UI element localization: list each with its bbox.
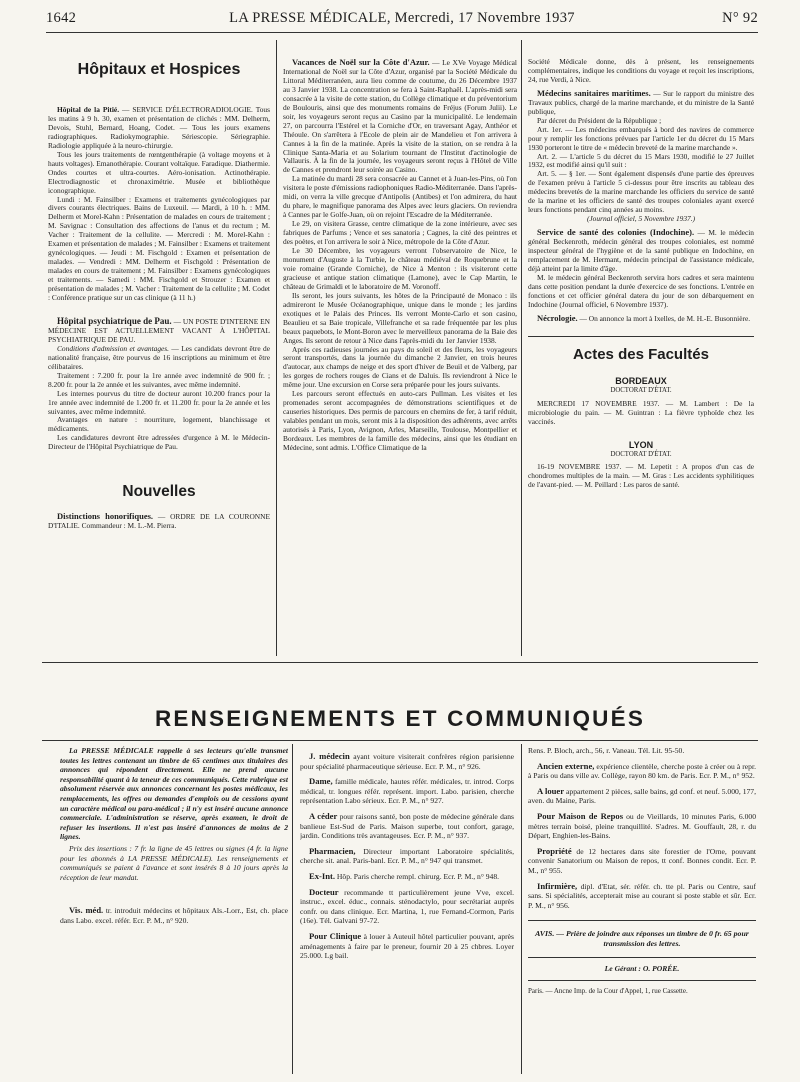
paragraph: MERCREDI 17 NOVEMBRE 1937. — M. Lambert : De la microbiologie du pain. — M. Guintran : La fièvre typhoïde chez les vaccinés. — [528, 398, 754, 426]
paragraph: Art. 1er. — Les médecins embarqués à bord des navires de commerce pour y remplir les fonctions prévues par l'article 1er du décret du 15 Mars 1930 porteront le titre de « médecin breveté de la marine marchande ». — [528, 124, 754, 152]
column-annonces-3 — [528, 746, 756, 1076]
ad-heading: Pour Clinique — [309, 930, 362, 941]
ad-text: appartement 2 pièces, salle bains, gd conf. et neuf. 5.000, 177, aven. du Maine, Paris. — [528, 786, 756, 806]
column-vacances — [283, 58, 517, 654]
article-necrologie: Nécrologie. — On annonce la mort à Ixelles, de M. H.-E. Busonnière. — [537, 312, 751, 323]
ad-text: pour raisons santé, bon poste de médecine générale dans banlieue Est-Sud de Paris. Maison superbe, tout confort, garage, jardin. Conditions très avantageuses. Ecr. P. M., n° 937. — [300, 811, 514, 841]
page-header — [46, 10, 758, 30]
ad-heading: J. médecin — [309, 751, 350, 761]
ad-text: Directeur important Laboratoire spécialités, cherche sit. anal. Paris-banl. Ecr. P. M., n° 947 qui transmet. — [300, 846, 514, 866]
ad-heading: Pharmacien, — [309, 845, 356, 856]
column-hopitaux — [48, 40, 270, 652]
ad-text: dipl. d'Etat, sér. référ. ch. tte pl. Paris ou Centre, sauf sans. Si spécialités, accepterait mise au courant si poste stable et sûr. Ecr. P. M., n° 956. — [528, 881, 756, 910]
paragraph: Les parcours seront effectués en auto-cars Pullman. Les visites et les promenades seront accompagnées de démonstrations scientifiques et de causeries historiques. Des permis de parcours en chemins de fer, à tarif réduit, valables pendant un mois, seront mis à la disposition des adhérents, avec arrêts autorisés à Paris, Lyon, Avignon, Arles, Marseille, Toulouse, Montpellier et Bordeaux. Les membres de la famille des médecins, ainsi que les étudiant en Médecine, sont admis. L'Office Climatique de la — [283, 389, 517, 452]
notice-intro: La PRESSE MÉDICALE rappelle à ses lecteurs qu'elle transmet toutes les lettres contenant un timbre de 65 centimes aux titulaires des annonces qui répondent directement. Elle ne prend aucune responsabilité quant à la teneur de ces communiqués. Cette rubrique est absolument réservée aux annonces concernant les postes médicaux, les remplacements, les offres ou demandes d'emplois ou de cessions ayant un caractère médical ou para-médical ; il n'y est inséré aucune annonce commerciale. L'administration se réserve, après examen, le droit de refuser les insertions. Il n'est pas inséré d'annonces de moins de 2 lignes. — [60, 746, 288, 842]
paragraph: La matinée du mardi 28 sera consacrée au Cannet et à Juan-les-Pins, où l'on visitera le poste d'émissions radiophoniques Radio-Méditerranée. Dans l'après-midi, on verra la ville grecque d'Antipolis (Antibes) et l'on admirera, du haut du phare, le magnifique panorama des Alpes avec leurs glaciers. On reviendra à Cannes par le Golfe-Juan, où on rejoint l'Escadre de la Méditerranée. — [283, 174, 517, 220]
gerant-line: Le Gérant : O. PORÉE. — [604, 964, 680, 974]
article-sante-colonies: Service de santé des colonies (Indochine). — M. le médecin général Beckenroth, médecin général des troupes coloniales, est nommé inspecteur général de l'hygiène et de la santé publique en Indochine, en remplacement de M. Hermant, médecin principal de l'assistance médicale, déjà atteint par la limite d'âge. — [528, 227, 754, 273]
paragraph: Rens. P. Bloch, arch., 56, r. Vaneau. Tél. Lit. 95-50. — [528, 746, 685, 755]
classified-ad — [300, 932, 514, 961]
doctorat-label: DOCTORAT D'ÉTAT. — [610, 386, 672, 394]
ad-heading: Infirmière, — [537, 880, 578, 891]
ad-heading: A louer — [537, 785, 565, 796]
ad-heading: Pour Maison de Repos — [537, 810, 624, 821]
ad-text: recommande tt particulièrement jeune Vve, excel. instruc., excel. éduc., connais. sténodactylo, pour secrétariat auprès confr. ou dans clinique. Ecr. Martina, 1, rue Fernand-Cormon, Paris (16e). Tél. Galvani 97-72. — [300, 887, 514, 926]
imprint-line: Paris. — Ancne Imp. de la Cour d'Appel, 1, rue Cassette. — [528, 986, 688, 995]
paragraph: Le 29, on visitera Grasse, centre climatique de la zone intérieure, avec ses fabriques de Parfums ; Vence et ses sanatoria ; Cagnes, la cité des peintres et des poètes, et l'on arrivera le soir à Nice, métropole de la Côte d'Azur. — [283, 219, 517, 247]
paragraph: Conditions d'admission et avantages. — Les candidats devront être de nationalité française, être pourvus de 16 inscriptions au minimum et être célibataires. — [48, 343, 270, 371]
paragraph: Les candidatures devront être adressées d'urgence à M. le Médecin-Directeur de l'Hôpital Psychiatrique de Pau. — [48, 433, 270, 452]
paragraph: 16-19 NOVEMBRE 1937. — M. Lepetit : A propos d'un cas de chondromes multiples de la main. — M. Gras : Les accidents syphilitiques de l'avant-pied. — M. Peillard : Les paros de santé. — [528, 462, 754, 490]
ad-heading: A céder — [309, 810, 338, 821]
issue-number: N° 92 — [722, 10, 758, 26]
ad-text: à louer à Auteuil hôtel particulier pouvant, après aménagements à faire par le preneur, fournir 20 à 25 chbres. Loyer 25.000. Lg bail. — [300, 931, 514, 961]
article-pau: Hôpital psychiatrique de Pau. — UN POSTE D'INTERNE EN MÉDECINE EST ACTUELLEMENT VACANT À L'HÔPITAL PSYCHIATRIQUE DE PAU. — [48, 315, 270, 344]
classified-ad — [300, 812, 514, 841]
notice-avis: AVIS. — Prière de joindre aux réponses un timbre de 0 fr. 65 pour transmission des lettres. — [535, 929, 749, 949]
article-distinctions: Distinctions honorifiques. — ORDRE DE LA COURONNE D'ITALIE. Commandeur : M. L.-M. Pierra. — [48, 511, 270, 531]
paragraph: Art. 2. — L'article 5 du décret du 15 Mars 1930, modifié le 27 Juillet 1932, est modifié ainsi qu'il suit : — [528, 151, 754, 170]
column-medecins — [528, 58, 754, 658]
journal-title: LA PRESSE MÉDICALE, Mercredi, 17 Novembre 1937 — [229, 10, 575, 26]
ad-heading: Ancien externe, — [537, 760, 595, 771]
paragraph: (Journal officiel, 5 Novembre 1937.) — [586, 214, 696, 224]
classified-ad — [300, 872, 514, 882]
section-rule — [42, 662, 758, 663]
classified-ad — [300, 752, 514, 771]
ad-text: ayant voiture visiterait confrères région parisienne pour spécialité pharmaceutique sérieuse. Ecr. P. M., n° 926. — [300, 752, 514, 771]
paragraph: Traitement : 7.200 fr. pour la 1re année avec indemnité de 900 fr. ; 8.200 fr. pour la 2e année et les suivantes, avec même indemnité. — [48, 370, 270, 389]
column-annonces-2 — [300, 746, 514, 1066]
header-rule — [46, 32, 758, 33]
article-pitie: Hôpital de la Pitié. — SERVICE D'ÉLECTRORADIOLOGIE. Tous les matins à 9 h. 30, examen et présentation de clichés : MM. Delherm, Devois, Stuhl, Bernard, Hoang, Codet. — Tous les jours examens radiographiques. Radiokymographie. Sériescopie. Sériegraphie. Radiologie appliquée à la neuro-chirurgie. — [48, 105, 270, 150]
column-divider — [276, 40, 277, 656]
ad-text: ou de Vieillards, 10 minutes Paris, 6.000 mètres terrain boisé, pleine tranquillité. S'adres. M. Gouffault, 28, r. du Départ, Enghien-les-Bains. — [528, 811, 756, 841]
divider — [528, 336, 754, 337]
paragraph: Par décret du Président de la République ; — [537, 115, 662, 125]
paragraph: Les internes pourvus du titre de docteur auront 10.200 francs pour la 1re année avec indemnité de 1.200 fr. et 11.200 fr. pour la 2e année et les suivantes, avec même indemnité. — [48, 388, 270, 416]
ad-text: expérience clientèle, cherche poste à créer ou à repr. à Paris ou dans ville av. Collège, rayon 80 km. de Paris. Ecr. P. M., n° 952. — [528, 761, 756, 781]
ad-vis-med: Vis. méd. tr. introduit médecins et hôpitaux Als.-Lorr., Est, ch. place dans Labo. excel. référ. Ecr. P. M., n° 920. — [60, 905, 288, 925]
doctorat-label: DOCTORAT D'ÉTAT. — [610, 450, 672, 458]
column-divider — [521, 744, 522, 1074]
classified-ad — [528, 882, 756, 911]
section-title-hopitaux: Hôpitaux et Hospices — [77, 61, 241, 78]
classified-ad — [528, 762, 756, 781]
section-banner: RENSEIGNEMENTS ET COMMUNIQUÉS — [154, 706, 646, 731]
paragraph: Art. 5. — § 1er. — Sont également dispensés d'une partie des épreuves de l'examen prévu à l'article 5 ci-dessus pour être inscrits au tableau des médecins brevetés de la marine marchande les officiers du service de santé de la marine et les officiers de santé des troupes coloniales ayant exercé leurs fonctions pendant cinq années au moins. — [528, 169, 754, 215]
article-medecins-sanitaires: Médecins sanitaires maritimes. — Sur le rapport du ministre des Travaux publics, chargé de la marine marchande, et du ministre de la Santé publique, — [528, 87, 754, 116]
classified-ad — [528, 812, 756, 841]
paragraph: Ils seront, les jours suivants, les hôtes de la Principauté de Monaco : ils admireront le Musée Océanographique, unique dans le monde ; les jardins exotiques et le Palais des Princes. Ils verront Monte-Carlo et son casino, Beaulieu et sa Baie tropicale, Villefranche et sa rade fréquentée par les plus beaux paquebots, le Mont-Boron avec le merveilleux panorama de la Baie des Anges. Ils seront de retour à Nice dans l'après-midi du 1er Janvier 1938. — [283, 290, 517, 345]
section-rule — [42, 740, 758, 741]
ad-heading: Docteur — [309, 886, 339, 897]
classified-ad — [300, 847, 514, 866]
classified-ad — [300, 888, 514, 926]
classified-ad — [528, 787, 756, 806]
city-lyon: LYON — [628, 439, 654, 450]
page-number: 1642 — [46, 10, 77, 26]
section-title-facultes: Actes des Facultés — [573, 345, 709, 363]
ad-heading: Propriété — [537, 845, 572, 856]
ad-text: famille médicale, hautes référ. médicales, tr. introd. Corps médical, tr. longues référ. représent. import. Labo. parisien, cherche représentation Labo sérieux. Ecr. P. M., n° 927. — [300, 777, 514, 806]
column-divider — [521, 40, 522, 656]
classified-ad — [300, 777, 514, 806]
column-divider — [292, 744, 293, 1074]
paragraph: Lundi : M. Fainsilber : Examens et traitements gynécologiques par divers courants électriques. Bains de Luxeuil. — Mardi, à 10 h. : MM. Delherm et Morel-Kahn : Présentation de malades en cours de traitement ; M. Savignac : Consultation des affections de l'anus et du rectum ; M. Vacher : Traitement de la cellulite. — Mercredi : M. Morel-Kahn : Examen et présentation de malades ; M. Fainsilber : Examens et traitement gynécologiques. — Jeudi : M. Fischgold : Examen et présentation de malades. — Vendredi : MM. Delherm et Fischgold : Présentation de malades en cours de traitement ; M. Fainsilber : Examens gynécologiques et traitements. — Samedi : MM. Fischgold et Strouzer : Examen et présentation de malades ; M. Vacher : Traitement de la cellulite ; M. Codet : Conférence pratique sur un cas clinique (à 11 h.) — [48, 194, 270, 303]
paragraph: Société Médicale donne, dès à présent, les renseignements complémentaires, indique les conditions du voyage et reçoit les inscriptions, 24, rue Verdi, à Nice. — [528, 58, 754, 84]
paragraph: Le 30 Décembre, les voyageurs verront l'observatoire de Nice, le monument d'Auguste à la Turbie, le château médiéval de Roquebrune et la voie romaine (Grande Corniche), de Nice à Menton : ils visiteront cette gracieuse et antique station climatique (Lamone), avec le Cap Martin, le château de Grimaldi et le laboratoire de M. Voronoff. — [283, 246, 517, 291]
section-title-nouvelles: Nouvelles — [122, 483, 196, 501]
divider — [528, 957, 756, 958]
paragraph: Tous les jours traitements de rœntgenthérapie (à voltage moyens et à hauts voltages). Emanothérapie. Courant voltaïque. Faradique. Diathermie. Ondes courtes et ultra-courtes. Aéro-ionisation. Actinothérapie. Electrodiagnostic et chronaximétrie. Musée et bibliothèque iconographique. — [48, 149, 270, 195]
article-vacances: Vacances de Noël sur la Côte d'Azur. — Le XVe Voyage Médical International de Noël sur la Côte d'Azur, organisé par la Société Médicale du Littoral Méditerranéen, aura lieu comme de coutume, du 26 Décembre 1937 au 3 Janvier 1938. La concentration se fera à Saint-Raphaël. L'après-midi sera consacrée à la visite de cette station, du Collège climatique et du préventorium de Boulouris, ainsi que des monuments romains de Fréjus (Forum Julii). Le soir, les voyageurs seront reçus au Casino par la municipalité. Le lendemain 27, on parcourra l'Estérel et la Corniche d'Or, en traversant Agay, Anthéor et Théoule. On s'arrêtera à l'Ecole de plein air de Mandelieu et l'on arrivera à Cannes à la fin de la matinée. Après la visite de la station, on se rendra à la Clinique Santa-Maria et au Solarium tournant de l'Institut d'actinologie de Vallauris. À la fin de la journée, les voyageurs seront reçus à l'Hôtel de Ville de Cannes et prendront leur soirée au Casino. — [283, 58, 517, 175]
city-bordeaux: BORDEAUX — [615, 375, 667, 386]
divider — [528, 920, 756, 921]
ads-list — [528, 762, 756, 911]
paragraph: Avantages en nature : nourriture, logement, blanchissage et médicaments. — [48, 415, 270, 434]
column-annonces-intro — [60, 746, 288, 1066]
ad-text: Hôp. Paris cherche rempl. chirurg. Ecr. P. M., n° 948. — [335, 871, 500, 881]
paragraph: Après ces radieuses journées au pays du soleil et des fleurs, les voyageurs seront transportés, dans la journée du dimanche 2 Janvier, en trois heures d'autocar, aux champs de neige et des sport d'hiver de Beuil et de Valberg, par les gorges de rochers rouges de Cians et de Daluis. Ils reviendront à Nice le même jour. Une excursion en Corse sera préparée pour les jours suivants. — [283, 344, 517, 390]
divider — [528, 980, 756, 981]
paragraph: M. le médecin général Beckenroth servira hors cadres et sera maintenu dans cette position pendant la durée d'exercice de ses fonctions. L'entrée en fonctions et cet officier général datera du jour de son débarquement en Indochine (Journal officiel, 6 Novembre 1937). — [528, 272, 754, 309]
ad-text: de 12 hectares dans site forestier de l'Orne, pouvant convenir Sanatorium ou Maison de repos, tt conf. Bonnes condit. Ecr. P. M., n° 955. — [528, 846, 756, 875]
notice-prices: Prix des insertions : 7 fr. la ligne de 45 lettres ou signes (4 fr. la ligne pour les abonnés à LA PRESSE MÉDICALE). Les renseignements et communiqués se paient à l'avance et sont insérés 8 à 10 jours après la réception de leur mandat. — [60, 843, 288, 882]
classified-ad — [528, 847, 756, 876]
ad-heading: Dame, — [309, 776, 333, 787]
ad-heading: Ex-Int. — [309, 870, 336, 881]
